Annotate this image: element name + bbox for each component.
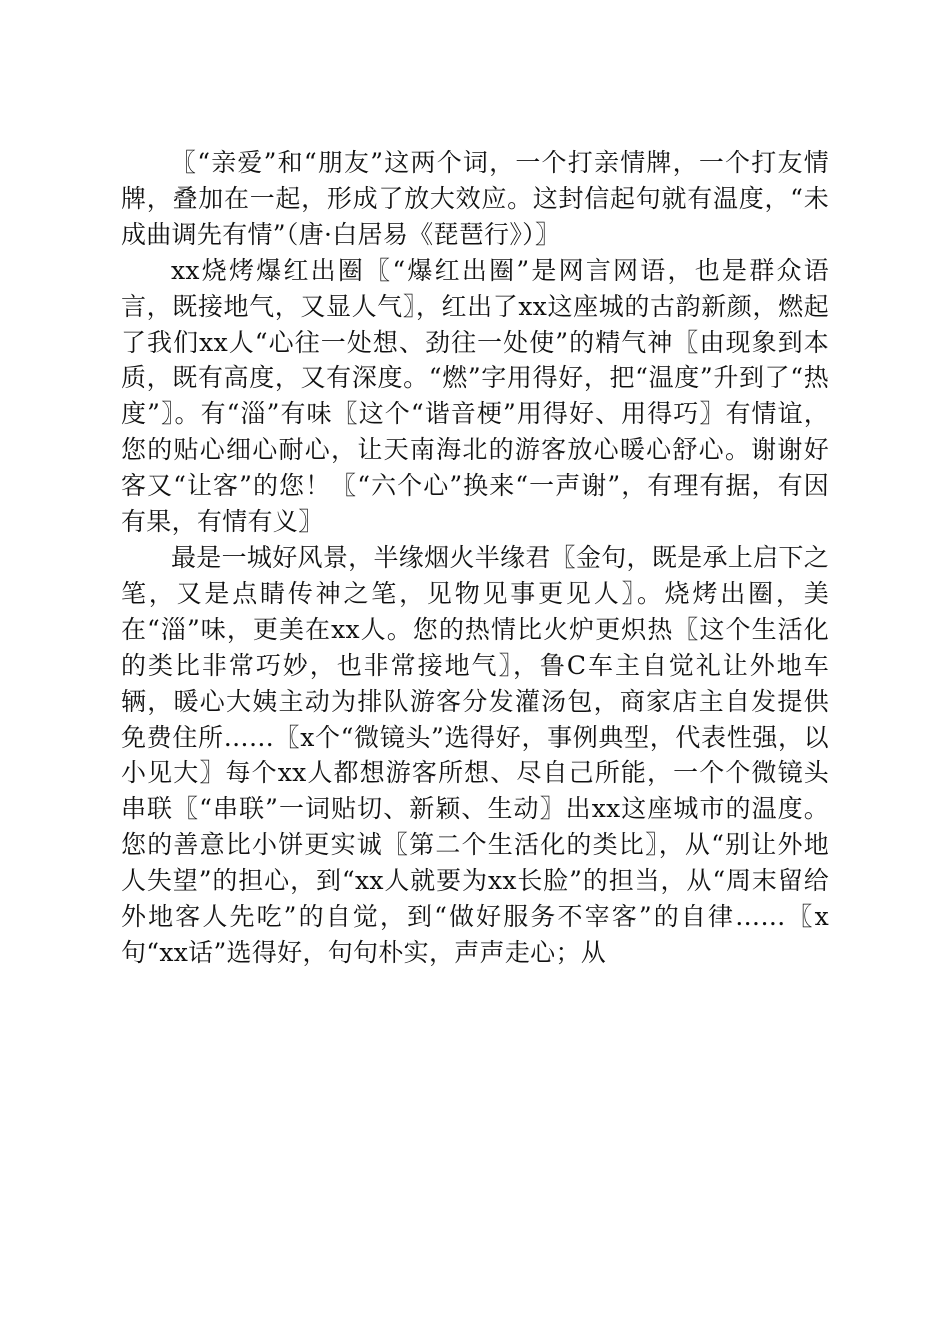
paragraph-2: xx烧烤爆红出圈〖“爆红出圈”是网言网语，也是群众语言，既接地气，又显人气〗，红出了xx这座城的古韵新颜，燃起了我们xx人“心往一处想、劲往一处使”的精气神〖由现象到本质，既有高度，又有深度。“燃”字用得好，把“温度”升到了“热度”〗。有“淄”有味〖这个“谐音梗”用得好、用得巧〗有情谊，您的贴心细心耐心，让天南海北的游客放心暖心舒心。谢谢好客又“让客”的您！〖“六个心”换来“一声谢”，有理有据，有因有果，有情有义〗 — [121, 255, 829, 537]
document-body — [121, 145, 829, 971]
paragraph-3: 最是一城好风景，半缘烟火半缘君〖金句，既是承上启下之笔，又是点睛传神之笔，见物见事更见人〗。烧烤出圈，美在“淄”味，更美在xx人。您的热情比火炉更炽热〖这个生活化的类比非常巧妙，也非常接地气〗，鲁C车主自觉礼让外地车辆，暖心大姨主动为排队游客分发灌汤包，商家店主自发提供免费住所……〖x个“微镜头”选得好，事例典型，代表性强，以小见大〗每个xx人都想游客所想、尽自己所能，一个个微镜头串联〖“串联”一词贴切、新颖、生动〗出xx这座城市的温度。您的善意比小饼更实诚〖第二个生活化的类比〗，从“别让外地人失望”的担心，到“xx人就要为xx长脸”的担当，从“周末留给外地客人先吃”的自觉，到“做好服务不宰客”的自律……〖x句“xx话”选得好，句句朴实，声声走心；从 — [121, 542, 829, 967]
paragraph-1: 〖“亲爱”和“朋友”这两个词，一个打亲情牌，一个打友情牌，叠加在一起，形成了放大效应。这封信起句就有温度，“未成曲调先有情”（唐·白居易《琵琶行》）〗 — [121, 148, 829, 249]
